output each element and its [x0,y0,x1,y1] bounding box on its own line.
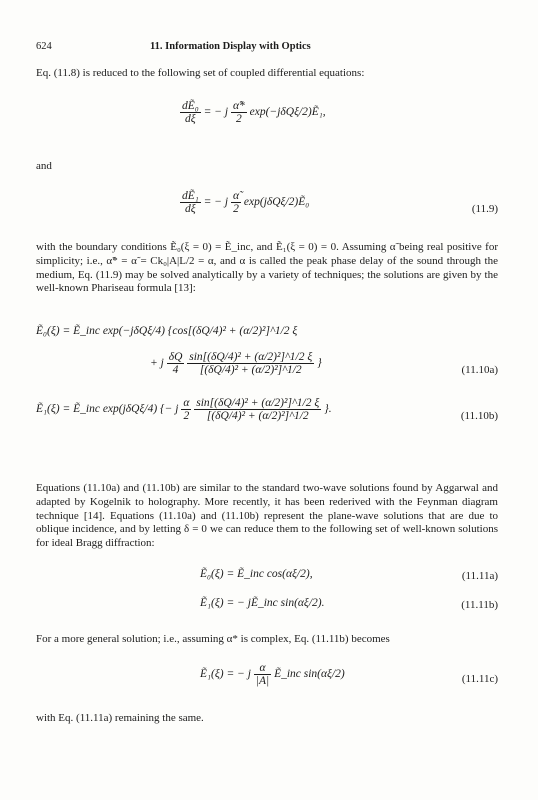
equation-11-11a: Ẽ₀(ξ) = Ẽ_inc cos(αξ/2), [200,568,313,580]
closing-brace: } [317,357,322,370]
equation-lhs: Ẽ₁(ξ) = − j [200,668,251,681]
fraction-coefficient [254,662,271,687]
equation-number-11-10b: (11.10b) [460,410,498,422]
fraction-denominator: 2 [233,203,239,215]
fraction-lhs [180,100,201,125]
equation-11-11b: Ẽ₁(ξ) = − jẼ_inc sin(αξ/2). [200,597,325,609]
equation-rhs: Ẽ_inc sin(αξ/2) [274,668,345,681]
fraction-coefficient [231,190,241,215]
equation-number-11-10a: (11.10a) [461,364,498,376]
equation-lhs: Ẽ₁(ξ) = Ẽ_inc exp(jδQξ/4) {− j [36,403,179,416]
fraction-denominator: 2 [183,410,190,422]
fraction-coefficient [181,397,191,422]
fraction-numerator: dẼ₀ [182,100,199,112]
fraction-denominator: [(δQ/4)² + (α/2)²]^1/2 [199,364,302,376]
fraction-denominator: dξ [185,203,196,215]
connector-and: and [36,160,52,172]
paragraph-intro: Eq. (11.8) is reduced to the following set of coupled differential equations: [36,67,365,79]
fraction-numerator: α [254,662,271,675]
equation-coupled-1 [180,100,326,125]
fraction-sine-term [194,397,321,422]
closing-brace: }. [324,403,332,416]
equation-11-10a-line2 [150,351,322,376]
equation-number-11-11a: (11.11a) [461,570,498,582]
fraction-coefficient [167,351,185,376]
page-number: 624 [36,41,52,52]
equation-rhs: exp(jδQξ/2)Ẽ₀ [243,196,310,209]
fraction-numerator: α̃ [233,190,240,202]
fraction-numerator: sin[(δQ/4)² + (α/2)²]^1/2 ξ [189,351,313,363]
equation-11-10a-line1: Ẽ₀(ξ) = Ẽ_inc exp(−jδQξ/4) {cos[(δQ/4)² + (α/2)²]^1/2 ξ [36,325,298,337]
fraction-denominator: [(δQ/4)² + (α/2)²]^1/2 [206,410,309,422]
running-title: 11. Information Display with Optics [150,41,311,52]
fraction-denominator: dξ [185,113,196,125]
equation-number-11-9: (11.9) [471,203,498,215]
fraction-sine-term [187,351,314,376]
paragraph-two-wave-solutions: Equations (11.10a) and (11.10b) are similar to the standard two-wave solutions found by Aggarwal and adapted by Kogelnik to holography. More recently, it has been rederived with the Feynman diagram technique [14]. Equations (11.10a) and (11.10b) represent the plane-wave solutions that are due to oblique incidence, and by letting δ = 0 we can reduce them to the following set of well-known solutions for ideal Bragg diffraction: [36,482,498,550]
fraction-coefficient [231,100,247,125]
fraction-numerator: δQ [168,351,183,363]
fraction-numerator: dẼ₁ [182,190,199,202]
paragraph-boundary-conditions: with the boundary conditions Ẽ₀(ξ = 0) = Ẽ_inc, and Ẽ₁(ξ = 0) = 0. Assuming α̃ being real positive for simplicity; i.e., α̃* = α̃ = Ck₀|A|L/2 = α, and α is called the peak phase delay of the sound through the medium, Eq. (11.9) may be solved analytically by a variety of techniques; the solutions are given by the well-known Phariseau formula [13]: [36,241,498,295]
equation-coupled-2 [180,190,309,215]
equation-operator: = − j [203,106,229,119]
paragraph-general-solution: For a more general solution; i.e., assuming α* is complex, Eq. (11.11b) becomes [36,633,390,645]
fraction-numerator: sin[(δQ/4)² + (α/2)²]^1/2 ξ [196,397,320,409]
fraction-denominator: 4 [172,364,179,376]
equation-11-10b [36,397,332,422]
fraction-lhs [180,190,201,215]
equation-11-11c [200,662,345,687]
fraction-denominator: |A| [255,675,270,687]
equation-operator: + j [150,357,164,370]
paragraph-closing: with Eq. (11.11a) remaining the same. [36,712,204,724]
fraction-denominator: 2 [236,113,242,125]
fraction-numerator: α [183,397,190,409]
equation-operator: = − j [203,196,229,209]
fraction-numerator: α̃* [233,100,245,112]
equation-number-11-11b: (11.11b) [461,599,498,611]
equation-number-11-11c: (11.11c) [461,673,498,685]
equation-rhs: exp(−jδQξ/2)Ẽ₁, [249,106,326,119]
